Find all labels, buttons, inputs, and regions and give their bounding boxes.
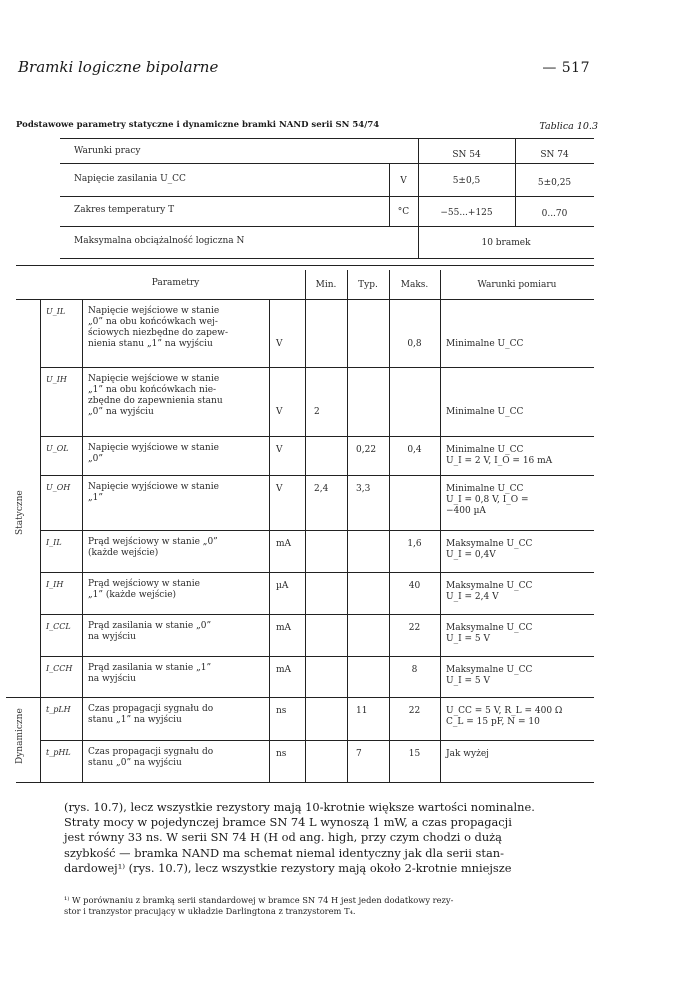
param-typ: 11 <box>356 706 368 716</box>
param-description <box>88 579 268 601</box>
param-conditions <box>446 484 592 517</box>
param-symbol: U_OL <box>46 444 69 453</box>
running-header-title: Bramki logiczne bipolarne <box>18 58 219 76</box>
param-description-line: Napięcie wejściowe w stanie <box>88 306 220 316</box>
param-description <box>88 306 268 350</box>
param-description-line: stanu „0” na wyjściu <box>88 758 182 768</box>
temp-range-unit: °C <box>397 207 410 217</box>
param-condition-line: U_I = 0,8 V, I_O = <box>446 495 529 505</box>
param-description-line: ściowych niezbędne do zapew- <box>88 328 228 338</box>
param-description-line: „1” na obu końcówkach nie- <box>88 385 217 395</box>
page-number: — 517 <box>542 60 590 76</box>
header-params: Parametry <box>151 278 200 288</box>
param-description-line: Prąd wejściowy w stanie <box>88 579 200 589</box>
param-description-line: Prąd zasilania w stanie „1” <box>88 663 212 673</box>
param-conditions <box>446 539 592 561</box>
param-description-line: Czas propagacji sygnału do <box>88 704 214 714</box>
param-description-line: „0” <box>88 454 103 464</box>
work-conditions-header: Warunki pracy <box>74 146 141 156</box>
supply-voltage-sn54: 5±0,5 <box>452 176 481 186</box>
param-unit: V <box>276 339 283 349</box>
param-symbol: U_IL <box>46 307 66 316</box>
temp-range-sn74: 0...70 <box>541 209 568 219</box>
param-condition-line: U_I = 0,4V <box>446 550 496 560</box>
param-typ: 7 <box>356 749 362 759</box>
param-description-line: Napięcie wejściowe w stanie <box>88 374 220 384</box>
param-condition-line: U_CC = 5 V, R_L = 400 Ω <box>446 706 563 716</box>
footnote-line: stor i tranzystor pracujący w układzie Darlingtona z tranzystorem T₄. <box>64 906 356 916</box>
param-typ: 0,22 <box>356 445 377 455</box>
body-line: jest równy 33 ns. W serii SN 74 H (H od ang. high, przy czym chodzi o dużą <box>64 830 502 845</box>
param-conditions <box>446 749 592 760</box>
param-max: 0,4 <box>407 445 422 455</box>
param-max: 22 <box>408 623 421 633</box>
param-unit: mA <box>276 539 292 549</box>
fanout-value: 10 bramek <box>481 238 531 248</box>
param-condition-line: U_I = 2 V, I_O = 16 mA <box>446 456 553 466</box>
param-description-line: Prąd zasilania w stanie „0” <box>88 621 212 631</box>
section-dynamic-label: Dynamiczne <box>15 708 25 764</box>
body-line: Straty mocy w pojedynczej bramce SN 74 L wynoszą 1 mW, a czas propagacji <box>64 815 512 830</box>
body-paragraph <box>64 800 594 876</box>
param-condition-line: U_I = 2,4 V <box>446 592 499 602</box>
param-max: 22 <box>408 706 421 716</box>
supply-voltage-sn74: 5±0,25 <box>537 178 572 188</box>
param-symbol: U_IH <box>46 375 67 384</box>
param-description-line: Napięcie wyjściowe w stanie <box>88 443 219 453</box>
param-condition-line: Minimalne U_CC <box>446 407 524 417</box>
supply-voltage-label: Napięcie zasilania U_CC <box>74 174 186 184</box>
param-symbol: I_IH <box>46 580 64 589</box>
param-symbol: U_OH <box>46 483 71 492</box>
param-description-line: Czas propagacji sygnału do <box>88 747 214 757</box>
param-unit: ns <box>276 706 287 716</box>
param-condition-line: Maksymalne U_CC <box>446 539 533 549</box>
section-static-label: Statyczne <box>15 490 25 535</box>
param-unit: ns <box>276 749 287 759</box>
param-symbol: I_CCH <box>46 664 73 673</box>
param-description <box>88 537 268 559</box>
param-unit: V <box>276 407 283 417</box>
header-conditions: Warunki pomiaru <box>477 280 557 290</box>
param-max: 15 <box>408 749 421 759</box>
param-condition-line: Minimalne U_CC <box>446 445 524 455</box>
param-unit: V <box>276 445 283 455</box>
col-sn54-header: SN 54 <box>452 150 481 160</box>
param-conditions <box>446 339 592 350</box>
param-description-line: (każde wejście) <box>88 548 159 558</box>
param-description <box>88 482 268 504</box>
param-description <box>88 621 268 643</box>
footnote <box>64 895 594 917</box>
param-unit: mA <box>276 665 292 675</box>
param-condition-line: −400 µA <box>446 506 486 516</box>
col-sn74-header: SN 74 <box>540 150 569 160</box>
param-conditions <box>446 581 592 603</box>
temp-range-sn54: −55...+125 <box>440 208 493 218</box>
table-label: Tablica 10.3 <box>539 121 598 132</box>
param-description-line: na wyjściu <box>88 674 136 684</box>
param-unit: mA <box>276 623 292 633</box>
temp-range-label: Zakres temperatury T <box>74 205 175 215</box>
body-line: dardowej¹⁾ (rys. 10.7), lecz wszystkie rezystory mają około 2-krotnie mniejsze <box>64 860 512 875</box>
fanout-label: Maksymalna obciążalność logiczna N <box>74 236 245 246</box>
param-min: 2 <box>314 407 320 417</box>
header-max: Maks. <box>400 280 429 290</box>
header-typ: Typ. <box>358 280 378 290</box>
param-symbol: t_pHL <box>46 748 71 757</box>
param-description-line: Prąd wejściowy w stanie „0” <box>88 537 218 547</box>
param-typ: 3,3 <box>356 484 371 494</box>
param-condition-line: Minimalne U_CC <box>446 339 524 349</box>
param-conditions <box>446 407 592 418</box>
param-condition-line: Maksymalne U_CC <box>446 623 533 633</box>
param-condition-line: Jak wyżej <box>446 749 489 759</box>
param-conditions <box>446 665 592 687</box>
param-condition-line: Minimalne U_CC <box>446 484 524 494</box>
param-max: 8 <box>411 665 418 675</box>
param-min: 2,4 <box>314 484 329 494</box>
param-description-line: „0” na obu końcówkach wej- <box>88 317 218 327</box>
param-condition-line: Maksymalne U_CC <box>446 665 533 675</box>
param-description-line: na wyjściu <box>88 632 136 642</box>
param-description-line: „0” na wyjściu <box>88 407 154 417</box>
param-description-line: Napięcie wyjściowe w stanie <box>88 482 219 492</box>
body-line: szybkość — bramka NAND ma schemat niemal identyczny jak dla serii stan- <box>64 845 504 860</box>
param-description-line: zbędne do zapewnienia stanu <box>88 396 223 406</box>
param-description-line: nienia stanu „1” na wyjściu <box>88 339 213 349</box>
param-conditions <box>446 706 592 728</box>
param-description <box>88 374 268 418</box>
param-condition-line: U_I = 5 V <box>446 676 490 686</box>
param-unit: V <box>276 484 283 494</box>
body-line: (rys. 10.7), lecz wszystkie rezystory mają 10-krotnie większe wartości nominalne. <box>64 800 535 814</box>
param-description-line: stanu „1” na wyjściu <box>88 715 182 725</box>
param-max: 40 <box>408 581 421 591</box>
supply-voltage-unit: V <box>400 176 407 186</box>
param-unit: µA <box>276 581 289 591</box>
param-condition-line: Maksymalne U_CC <box>446 581 533 591</box>
param-conditions <box>446 445 592 467</box>
table-caption: Podstawowe parametry statyczne i dynamiczne bramki NAND serii SN 54/74 <box>16 120 380 130</box>
param-description <box>88 747 268 769</box>
param-condition-line: C_L = 15 pF, N = 10 <box>446 717 540 727</box>
param-max: 1,6 <box>407 539 422 549</box>
param-description <box>88 663 268 685</box>
param-symbol: I_CCL <box>46 622 71 631</box>
header-min: Min. <box>315 280 337 290</box>
param-condition-line: U_I = 5 V <box>446 634 490 644</box>
param-description <box>88 704 268 726</box>
param-description-line: „1” <box>88 493 103 503</box>
param-description-line: „1” (każde wejście) <box>88 590 177 600</box>
param-symbol: t_pLH <box>46 705 71 714</box>
param-symbol: I_IL <box>46 538 62 547</box>
footnote-line: ¹⁾ W porównaniu z bramką serii standardowej w bramce SN 74 H jest jeden dodatkowy rezy- <box>64 895 454 905</box>
param-max: 0,8 <box>407 339 422 349</box>
param-description <box>88 443 268 465</box>
param-conditions <box>446 623 592 645</box>
